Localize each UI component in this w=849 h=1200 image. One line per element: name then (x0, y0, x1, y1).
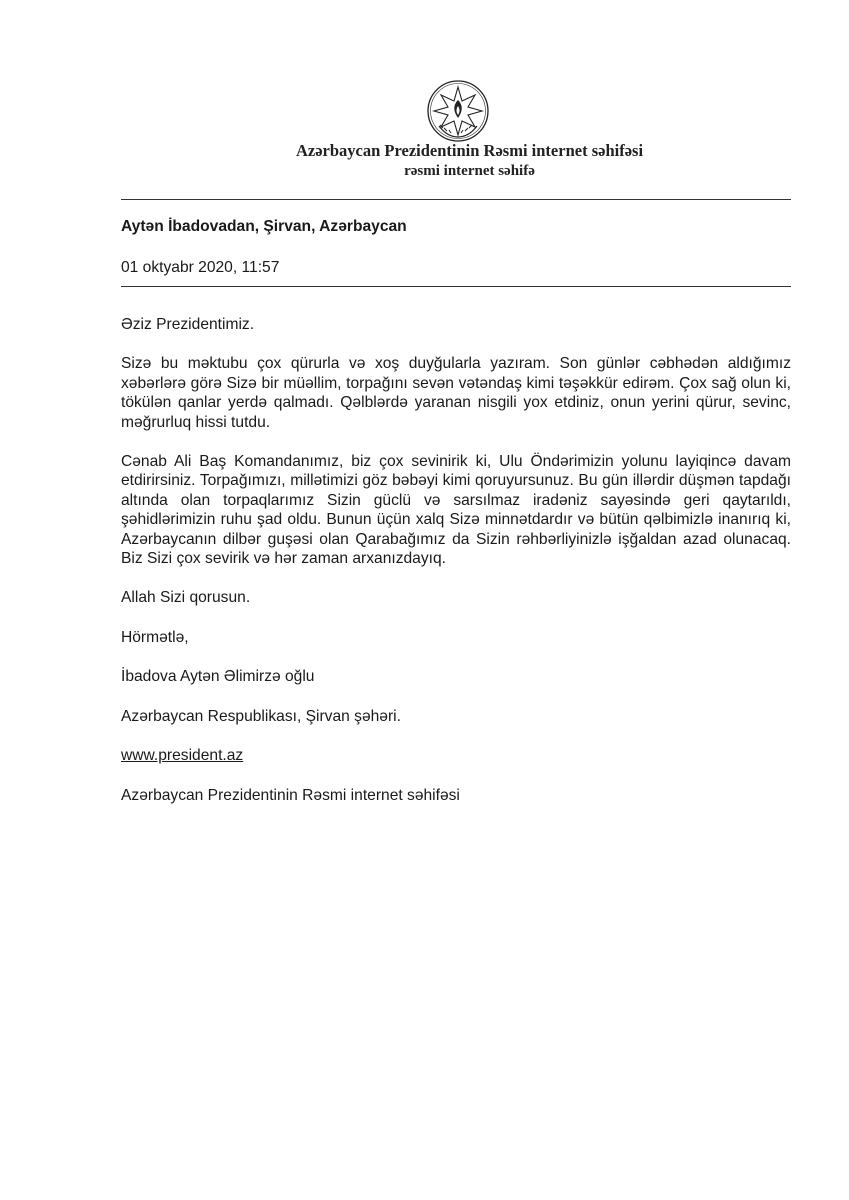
footer-site-name: Azərbaycan Prezidentinin Rəsmi internet səhifəsi (121, 786, 460, 804)
signature-name: İbadova Aytən Əlimirzə oğlu (121, 668, 315, 686)
letter-sender: Aytən İbadovadan, Şirvan, Azərbaycan (121, 218, 407, 235)
site-title: Azərbaycan Prezidentinin Rəsmi internet səhifəsi (295, 141, 644, 160)
letter-closing: Hörmətlə, (121, 628, 189, 646)
site-subtitle: rəsmi internet səhifə (404, 163, 535, 179)
footer-link-row (121, 746, 791, 765)
header-divider (121, 199, 791, 200)
letter-greeting: Əziz Prezidentimiz. (121, 316, 255, 333)
letter-blessing: Allah Sizi qorusun. (121, 589, 251, 607)
letter-body (121, 315, 791, 825)
signature-place: Azərbaycan Respublikası, Şirvan şəhəri. (121, 707, 401, 725)
letter-paragraph: Sizə bu məktubu çox qürurla və xoş duyğularla yazıram. Son günlər cəbhədən aldığımız xəbərlərə görə Sizə bir müəllim, torpağını sevən vətəndaş kimi təşəkkür edirəm. Çox sağ olun ki, tökülən qanlar yerdə qalmadı. Qəlblərdə yaranan nisgili yox etdiniz, onun yerini qürur, sevinc, məğrurluq hissi tutdu. (121, 355, 791, 431)
meta-divider (121, 286, 791, 287)
letter-date: 01 oktyabr 2020, 11:57 (121, 259, 280, 276)
azerbaijan-state-emblem-icon (425, 78, 491, 144)
president-site-link[interactable]: www.president.az (121, 747, 244, 765)
letter-paragraph: Cənab Ali Baş Komandanımız, biz çox sevinirik ki, Ulu Öndərimizin yolunu layiqincə davam etdirirsiniz. Torpağımızı, millətimizi göz bəbəyi kimi qoruyursunuz. Bu gün illərdir düşmən tapdağı altında olan torpaqlarımız Sizin güclü və sarsılmaz iradəniz sayəsində geri qaytarıldı, şəhidlərimizin ruhu şad oldu. Bunun üçün xalq Sizə minnətdardır və bütün qəlbimizlə inanırıq ki, Azərbaycanın dilbər guşəsi olan Qarabağımız da Sizin rəhbərliyinizlə işğaldan azad olunacaq. Biz Sizi çox sevirik və hər zaman arxanızdayıq. (121, 453, 791, 568)
